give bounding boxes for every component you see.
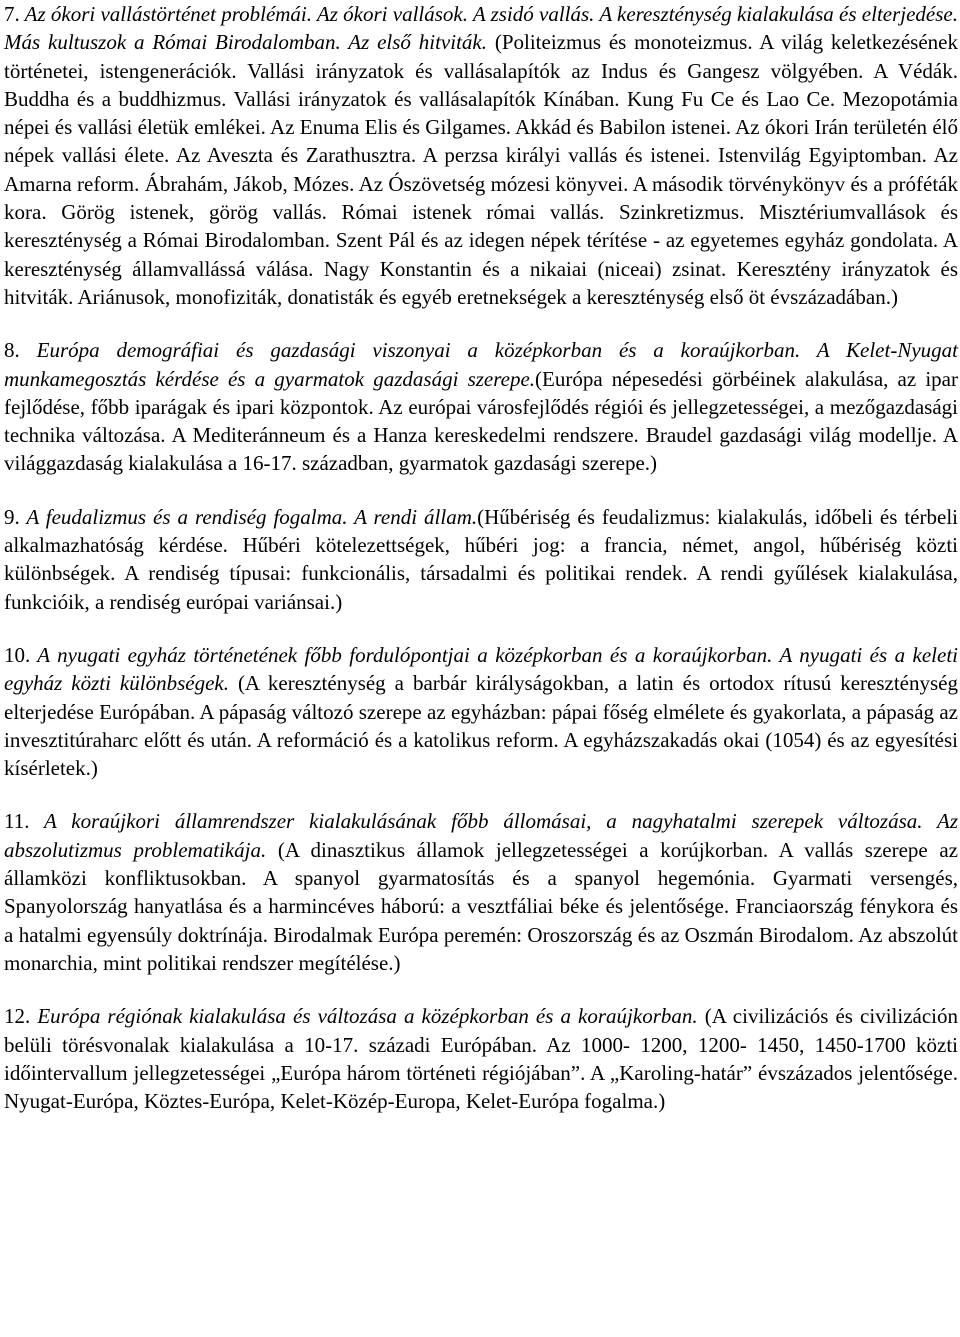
document-page [4, 0, 958, 1115]
section-12 [4, 1002, 958, 1115]
section-title: Az ókori vallástörténet problémái. Az ókori vallások. A zsidó vallás. A kereszténység kialakulása és elterjedése. Más kultuszok a Római Birodalomban. Az első hitviták. [4, 2, 958, 55]
section-number: 9. [4, 504, 20, 529]
section-body: (A kereszténység a barbár királyságokban, a latin és ortodox rítusú kereszténység elterjedése Európában. A pápaság változó szerepe az egyházban: pápai főség elmélete és gyakorlata, a pápaság az invesztitúraharc előtt és után. A reformáció és a katolikus reform. A egyházszakadás okai (1054) és az egyesítési kísérletek.) [4, 671, 958, 781]
section-title: A feudalizmus és a rendiség fogalma. A rendi állam. [19, 504, 478, 529]
section-8 [4, 336, 958, 477]
section-number: 10. [4, 642, 31, 667]
section-body: (Hűbériség és feudalizmus: kialakulás, időbeli és térbeli alkalmazhatóság kérdése. Hűbéri kötelezettségek, hűbéri jog: a francia, német, angol, hűbériség közti különbségek. A rendiség típusai: funkcionális, társadalmi és politikai rendek. A rendi gyűlések kialakulása, funkcióik, a rendiség európai variánsai.) [4, 504, 958, 614]
section-11 [4, 807, 958, 977]
section-number: 12. [4, 1004, 31, 1029]
section-body: (A dinasztikus államok jellegzetességei a korújkorban. A vallás szerepe az államközi konfliktusokban. A spanyol gyarmatosítás és a spanyol hegemónia. Gyarmati versengés, Spanyolország hanyatlása és a harmincéves háború: a vesztfáliai béke és jelentősége. Franciaország fénykora és a hatalmi egyensúly doktrínája. Birodalmak Európa peremén: Oroszország és az Oszmán Birodalom. Az abszolút monarchia, mint politikai rendszer megítélése.) [4, 837, 959, 975]
section-10 [4, 641, 958, 782]
section-title: Európa demográfiai és gazdasági viszonyai a középkorban és a koraújkorban. A Kelet-Nyugat munkamegosztás kérdése és a gyarmatok gazdasági szerepe. [4, 338, 958, 391]
section-title: A koraújkori államrendszer kialakulásának főbb állomásai, a nagyhatalmi szerepek változása. Az abszolutizmus problematikája. [4, 809, 958, 862]
section-9 [4, 503, 958, 616]
section-title: A nyugati egyház történetének főbb fordulópontjai a középkorban és a koraújkorban. A nyugati és a keleti egyház közti különbségek. [4, 642, 958, 696]
section-body: (Európa népesedési görbéinek alakulása, az ipar fejlődése, főbb iparágak és ipari központok. Az európai városfejlődés régiói és jellegzetességei, a mezőgazdasági technika változása. A Mediteránneum és a Hanza kereskedelmi rendszere. Braudel gazdasági világ modellje. A világgazdaság kialakulása a 16-17. században, gyarmatok gazdasági szerepe.) [4, 366, 958, 476]
section-number: 7. [4, 2, 20, 26]
section-number: 11. [4, 809, 30, 834]
section-body: (A civilizációs és civilizáción belüli törésvonalak kialakulása a 10-17. századi Európában. Az 1000- 1200, 1200- 1450, 1450-1700 közti időintervallum jellegzetességei „Európa három történeti régiójában”. A „Karoling-határ” évszázados jelentősége. Nyugat-Európa, Köztes-Európa, Kelet-Közép-Europa, Kelet-Európa fogalma.) [4, 1004, 959, 1114]
section-number: 8. [4, 338, 20, 363]
section-body: (Politeizmus és monoteizmus. A világ keletkezésének történetei, istengenerációk. Vallási irányzatok és vallásalapítók az Indus és Gangesz völgyében. A Védák. Buddha és a buddhizmus. Vallási irányzatok és vallásalapítók Kínában. Kung Fu Ce és Lao Ce. Mezopotámia népei és vallási életük emlékei. Az Enuma Elis és Gilgames. Akkád és Babilon istenei. Az ókori Irán területén élő népek vallási élete. Az Aveszta és Zarathusztra. A perzsa királyi vallás és istenei. Istenvilág Egyiptomban. Az Amarna reform. Ábrahám, Jákob, Mózes. Az Ószövetség mózesi könyvei. A második törvénykönyv és a próféták kora. Görög istenek, görög vallás. Római istenek római vallás. Szinkretizmus. Misztériumvallások és kereszténység a Római Birodalomban. Szent Pál és az idegen népek térítése - az egyetemes egyház gondolata. A kereszténység államvallássá válása. Nagy Konstantin és a nikaiai (niceai) zsinat. Keresztény irányzatok és hitviták. Ariánusok, monofiziták, donatisták és egyéb eretnekségek a kereszténység első öt évszázadában.) [4, 30, 958, 309]
section-7 [4, 0, 958, 311]
section-title: Európa régiónak kialakulása és változása a középkorban és a koraújkorban. [30, 1004, 698, 1029]
